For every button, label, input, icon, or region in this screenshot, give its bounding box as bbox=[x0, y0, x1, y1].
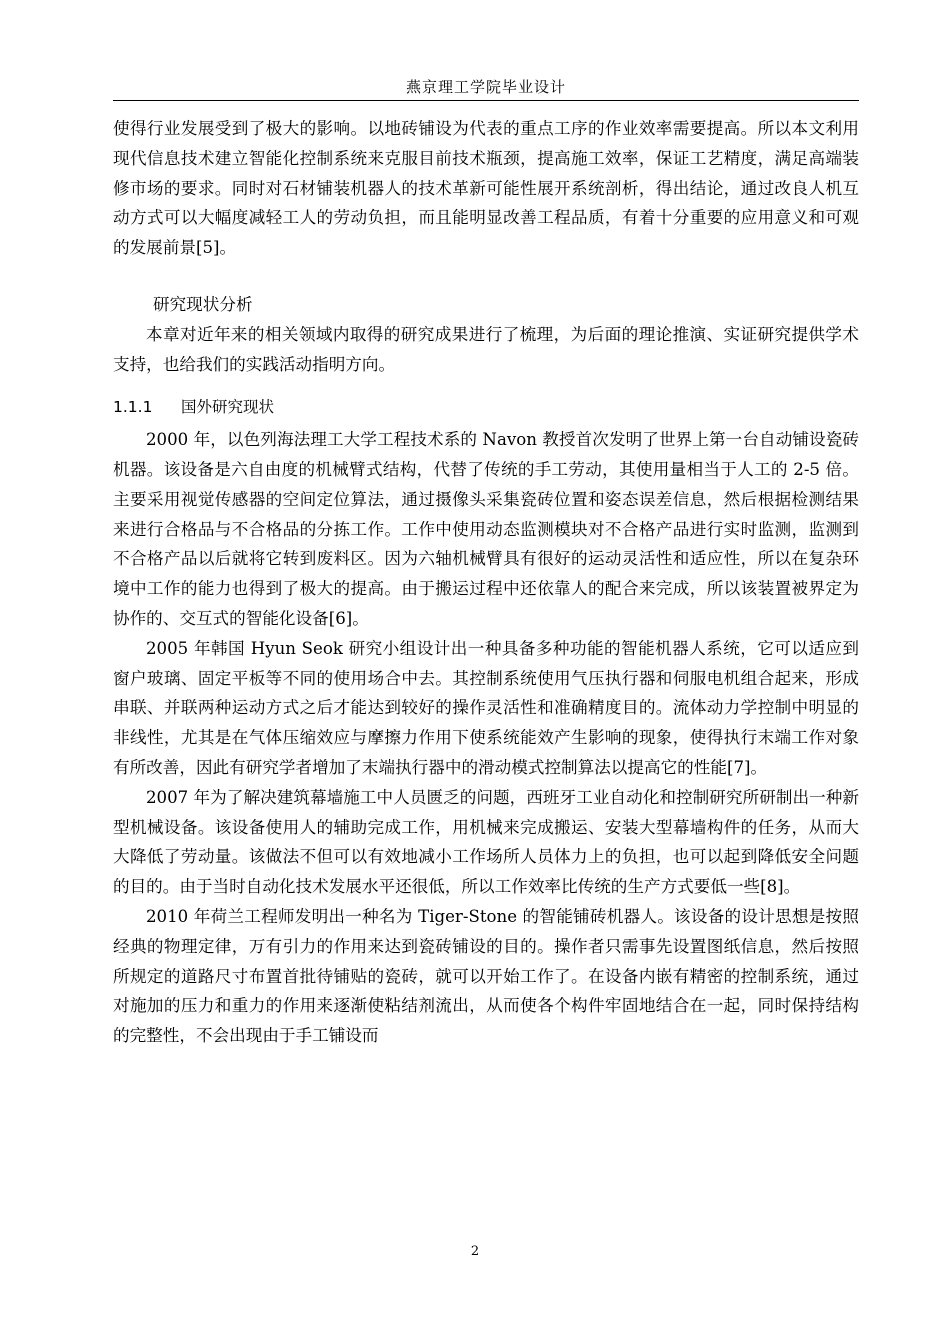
subsection-title: 国外研究现状 bbox=[181, 398, 275, 417]
document-body bbox=[113, 114, 859, 1051]
subsection-heading bbox=[113, 393, 859, 423]
paragraph: 2000 年，以色列海法理工大学工程技术系的 Navon 教授首次发明了世界上第一台自动铺设瓷砖机器。该设备是六自由度的机械臂式结构，代替了传统的手工劳动，其使用量相当于人工的 2-5 倍。主要采用视觉传感器的空间定位算法，通过摄像头采集瓷砖位置和姿态误差信息，然后根据检测结果来进行合格品与不合格品的分拣工作。工作中使用动态监测模块对不合格产品进行实时监测，监测到不合格产品以后就将它转到废料区。因为六轴机械臂具有很好的运动灵活性和适应性，所以在复杂环境中工作的能力也得到了极大的提高。由于搬运过程中还依靠人的配合来完成，所以该装置被界定为协作的、交互式的智能化设备[6]。 bbox=[113, 430, 859, 628]
paragraph: 2005 年韩国 Hyun Seok 研究小组设计出一种具备多种功能的智能机器人系统，它可以适应到窗户玻璃、固定平板等不同的使用场合中去。其控制系统使用气压执行器和伺服电机组合起来，形成串联、并联两种运动方式之后才能达到较好的操作灵活性和准确精度目的。流体动力学控制中明显的非线性，尤其是在气体压缩效应与摩擦力作用下使系统能效产生影响的现象，使得执行末端工作对象有所改善，因此有研究学者增加了末端执行器中的滑动模式控制算法以提高它的性能[7]。 bbox=[113, 638, 859, 777]
section-heading: 研究现状分析 bbox=[153, 294, 253, 314]
page-number: 2 bbox=[470, 1244, 480, 1259]
page-header: 燕京理工学院毕业设计 bbox=[405, 78, 566, 96]
section-intro: 本章对近年来的相关领域内取得的研究成果进行了梳理，为后面的理论推演、实证研究提供学术支持，也给我们的实践活动指明方向。 bbox=[113, 324, 859, 374]
paragraph: 使得行业发展受到了极大的影响。以地砖铺设为代表的重点工序的作业效率需要提高。所以本文利用现代信息技术建立智能化控制系统来克服目前技术瓶颈，提高施工效率，保证工艺精度，满足高端装修市场的要求。同时对石材铺装机器人的技术革新可能性展开系统剖析，得出结论，通过改良人机互动方式可以大幅度减轻工人的劳动负担，而且能明显改善工程品质，有着十分重要的应用意义和可观的发展前景[5]。 bbox=[113, 119, 859, 258]
subsection-number: 1.1.1 bbox=[113, 398, 153, 417]
header-divider bbox=[113, 100, 859, 101]
paragraph: 2007 年为了解决建筑幕墙施工中人员匮乏的问题，西班牙工业自动化和控制研究所研制出一种新型机械设备。该设备使用人的辅助完成工作，用机械来完成搬运、安装大型幕墙构件的任务，从而大大降低了劳动量。该做法不但可以有效地减小工作场所人员体力上的负担，也可以起到降低安全问题的目的。由于当时自动化技术发展水平还很低，所以工作效率比传统的生产方式要低一些[8]。 bbox=[113, 787, 859, 897]
paragraph: 2010 年荷兰工程师发明出一种名为 Tiger-Stone 的智能铺砖机器人。该设备的设计思想是按照经典的物理定律，万有引力的作用来达到瓷砖铺设的目的。操作者只需事先设置图纸信息，然后按照所规定的道路尺寸布置首批待铺贴的瓷砖，就可以开始工作了。在设备内嵌有精密的控制系统，通过对施加的压力和重力的作用来逐渐使粘结剂流出，从而使各个构件牢固地结合在一起，同时保持结构的完整性，不会出现由于手工铺设而 bbox=[113, 906, 859, 1046]
